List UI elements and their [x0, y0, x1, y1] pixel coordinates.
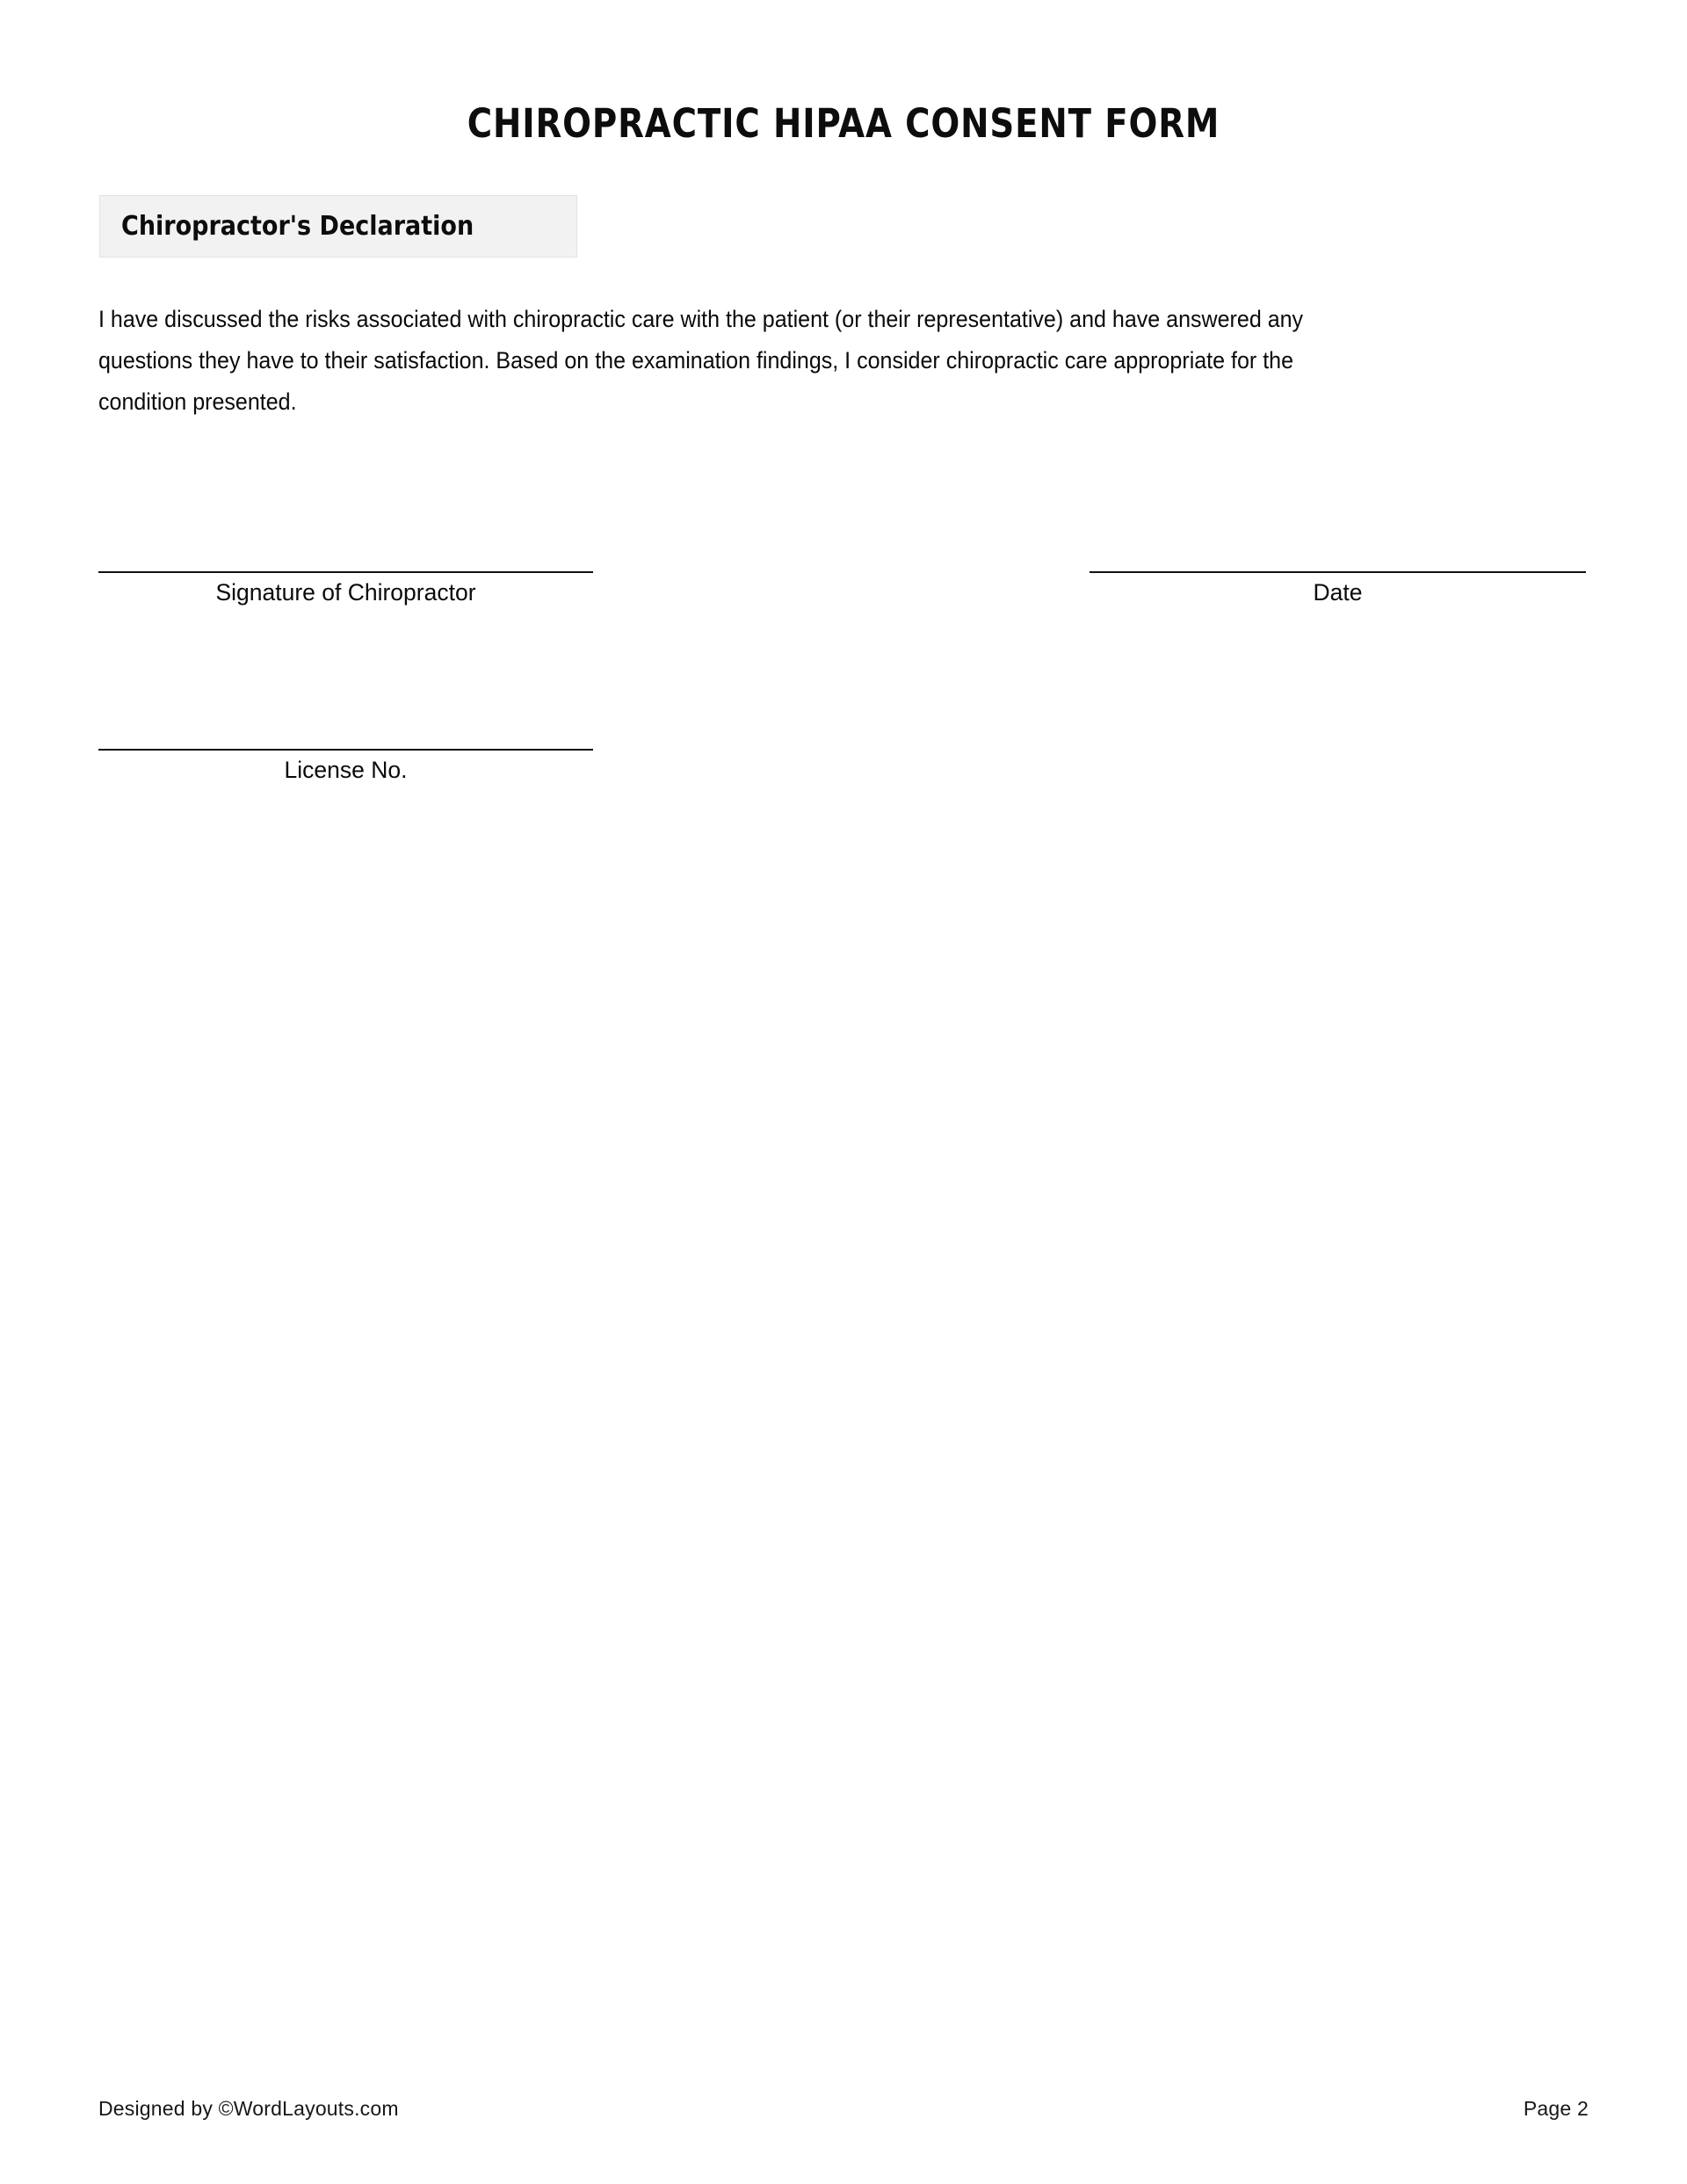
signature-label-license-no: License No. — [284, 757, 408, 783]
declaration-paragraph-line: I have discussed the risks associated with chiropractic care with the patient (or their representative) and have answered any — [98, 306, 1304, 332]
declaration-paragraph — [98, 299, 1575, 423]
signature-label-chiropractor: Signature of Chiropractor — [215, 579, 476, 606]
footer-credit: Designed by ©WordLayouts.com — [98, 2097, 399, 2120]
declaration-paragraph-line: questions they have to their satisfaction. Based on the examination findings, I consider chiropractic care appropriate for the — [98, 347, 1294, 374]
signature-line-date[interactable] — [1090, 571, 1586, 573]
footer-page-number: Page 2 — [1523, 2097, 1589, 2120]
declaration-paragraph-line: condition presented. — [98, 388, 297, 415]
page-title: CHIROPRACTIC HIPAA CONSENT FORM — [467, 100, 1220, 147]
section-header-chiropractors-declaration — [99, 195, 577, 258]
signature-line-license-no[interactable] — [98, 749, 593, 751]
section-header-label: Chiropractor's Declaration — [121, 210, 474, 242]
signature-label-date: Date — [1313, 579, 1363, 606]
signature-line-chiropractor[interactable] — [98, 571, 593, 573]
